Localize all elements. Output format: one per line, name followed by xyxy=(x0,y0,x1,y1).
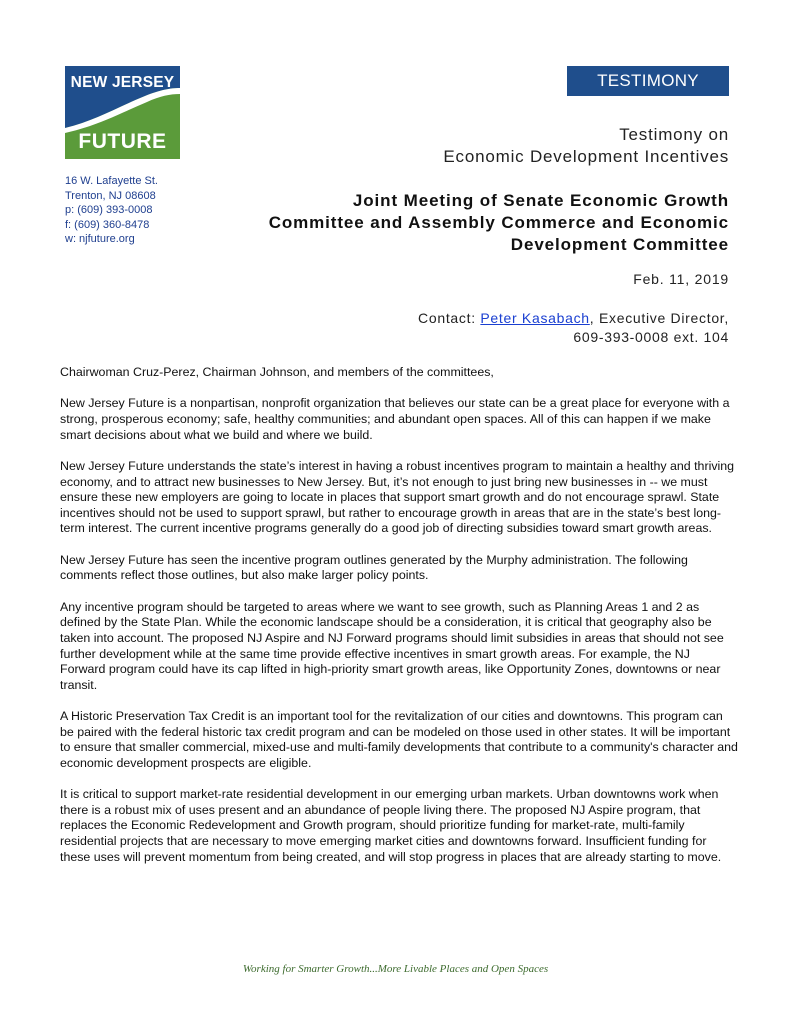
paragraph-outlines: New Jersey Future has seen the incentive program outlines generated by the Murphy administration. The following comments reflect those outlines, but also make larger policy points. xyxy=(60,552,688,583)
paragraph-historic-credit: A Historic Preservation Tax Credit is an important tool for the revitalization of our cities and downtowns. This program can be paired with the federal historic tax credit program and can be modeled on those used in other states. It will be important to ensure that smaller commercial, mixed-use and multi-family developments that contribute to a community's character and economic development prospects are eligible. xyxy=(60,709,738,770)
address-street: 16 W. Lafayette St. xyxy=(65,175,158,187)
meeting-line-1: Joint Meeting of Senate Economic Growth xyxy=(352,191,729,210)
paragraph-salutation: Chairwoman Cruz-Perez, Chairman Johnson, and members of the committees, xyxy=(60,365,494,379)
title-line-2: Economic Development Incentives xyxy=(443,147,729,166)
address-fax: f: (609) 360-8478 xyxy=(65,218,150,231)
contact-label: Contact: xyxy=(418,310,481,326)
paragraph-residential: It is critical to support market-rate residential development in our emerging urban markets. Urban downtowns work when there is a robust mix of uses present and an abundance of people living there. The proposed NJ Aspire program, that replaces the Economic Redevelopment and Growth program, should prioritize funding for market-rate, multi-family residential projects that are necessary to move emerging market cities and downtowns forward. Insufficient funding for these uses will prevent momentum from being created, and will stop progress in places that are already starting to move. xyxy=(60,787,722,864)
contact-block xyxy=(418,309,729,346)
address-web: w: njfuture.org xyxy=(65,233,135,245)
contact-phone: 609-393-0008 ext. 104 xyxy=(573,328,729,345)
address-phone: p: (609) 393-0008 xyxy=(65,204,153,216)
testimony-body xyxy=(60,365,738,881)
address-block xyxy=(65,174,158,247)
paragraph-intro: New Jersey Future is a nonpartisan, nonprofit organization that believes our state can be a great place for everyone with a strong, prosperous economy; safe, healthy communities; and abundant open spaces. All of this can happen if we make smart decisions about what we build and where we build. xyxy=(60,396,730,442)
testimony-date: Feb. 11, 2019 xyxy=(633,271,729,287)
meeting-line-3: Development Committee xyxy=(510,235,729,254)
organization-logo xyxy=(65,66,180,159)
contact-role: , Executive Director, xyxy=(589,310,729,326)
title-line-1: Testimony on xyxy=(619,125,729,144)
meeting-line-2: Committee and Assembly Commerce and Economic xyxy=(268,213,729,232)
footer-tagline: Working for Smarter Growth...More Livable Places and Open Spaces xyxy=(242,963,549,975)
contact-line-1 xyxy=(418,309,729,328)
contact-name-link[interactable]: Peter Kasabach xyxy=(480,310,590,326)
meeting-heading xyxy=(269,190,729,256)
logo-text-future: FUTURE xyxy=(78,130,167,153)
logo-text-new-jersey: NEW JERSEY xyxy=(70,74,175,91)
document-title xyxy=(443,124,729,168)
address-city: Trenton, NJ 08608 xyxy=(65,189,156,202)
paragraph-targeting: Any incentive program should be targeted to areas where we want to see growth, such as Planning Areas 1 and 2 as defined by the State Plan. While the economic landscape should be a consideration, it is critical that geography also be taken into account. The proposed NJ Aspire and NJ Forward programs should limit subsidies in areas that should not see further development while at the same time provide effective incentives in smart growth areas. For example, the NJ Forward program could have its cap lifted in high-priority smart growth areas, like Opportunity Zones, downtowns or near transit. xyxy=(60,599,724,692)
paragraph-incentives: New Jersey Future understands the state’s interest in having a robust incentives program to maintain a healthy and thriving economy, and to attract new businesses to New Jersey. But, it’s not enough to just bring new businesses in -- we must ensure these new employers are going to locate in places that support smart growth and do not encourage sprawl. State incentives should not be used to support sprawl, but rather to encourage growth in areas that are in the state’s best long-term interest. The current incentive programs generally do a good job of directing subsidies toward smart growth areas. xyxy=(60,458,735,536)
testimony-badge: TESTIMONY xyxy=(567,66,729,96)
